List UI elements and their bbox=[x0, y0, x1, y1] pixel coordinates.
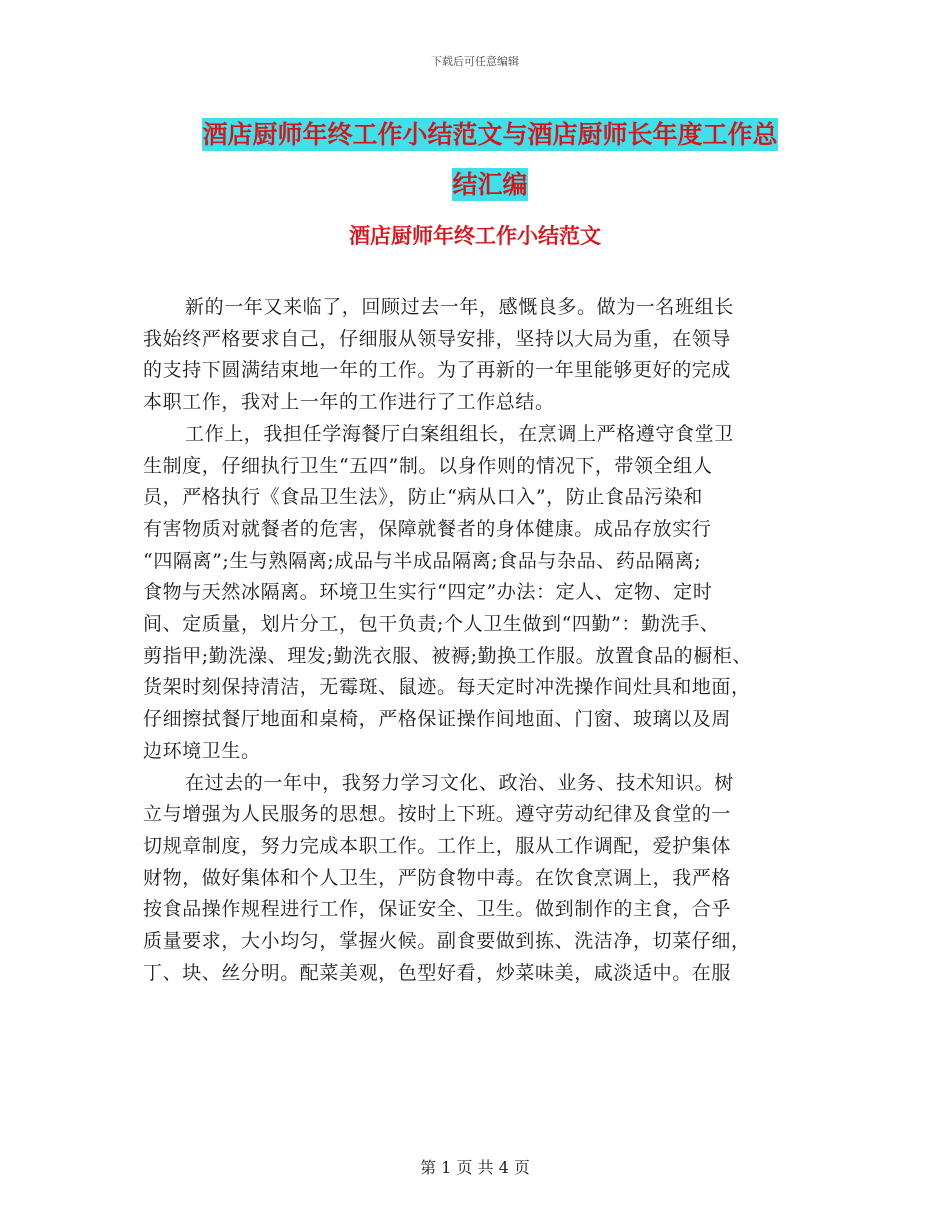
text-line: 边环境卫生。 bbox=[143, 739, 261, 762]
text-line: 我始终严格要求自己，仔细服从领导安排，坚持以大局为重，在领导 bbox=[143, 327, 732, 350]
text-line: 切规章制度，努力完成本职工作。工作上，服从工作调配，爱护集体 bbox=[143, 834, 732, 857]
paragraph-1 bbox=[143, 292, 803, 419]
text-line: 货架时刻保持清洁，无霉斑、鼠迹。每天定时冲洗操作间灶具和地面， bbox=[143, 676, 751, 699]
document-title bbox=[140, 110, 840, 210]
text-line: 工作上，我担任学海餐厅白案组组长，在烹调上严格遵守食堂卫 bbox=[185, 422, 734, 445]
text-line: 质量要求，大小均匀，掌握火候。副食要做到拣、洗洁净，切菜仔细， bbox=[143, 930, 751, 953]
text-line: 丁、块、丝分明。配菜美观，色型好看，炒菜味美，咸淡适中。在服 bbox=[143, 961, 732, 984]
text-line: 仔细擦拭餐厅地面和桌椅，严格保证操作间地面、门窗、玻璃以及周 bbox=[143, 708, 732, 731]
paragraph-3 bbox=[143, 768, 803, 990]
text-line: 员，严格执行《食品卫生法》，防止“病从口入”，防止食品污染和 bbox=[143, 486, 703, 509]
text-line: 间、定质量，划片分工，包干负责;个人卫生做到“四勤”：勤洗手、 bbox=[143, 613, 720, 636]
text-line: 财物，做好集体和个人卫生，严防食物中毒。在饮食烹调上，我严格 bbox=[143, 866, 732, 889]
text-line: 有害物质对就餐者的危害，保障就餐者的身体健康。成品存放实行 bbox=[143, 517, 712, 540]
text-line: 的支持下圆满结束地一年的工作。为了再新的一年里能够更好的完成 bbox=[143, 359, 732, 382]
text-line: 新的一年又来临了，回顾过去一年，感慨良多。做为一名班组长 bbox=[185, 296, 734, 318]
text-line: 剪指甲;勤洗澡、理发;勤洗衣服、被褥;勤换工作服。放置食品的橱柜、 bbox=[143, 644, 753, 667]
text-line: “四隔离”;生与熟隔离;成品与半成品隔离;食品与杂品、药品隔离; bbox=[143, 549, 702, 572]
text-line: 本职工作，我对上一年的工作进行了工作总结。 bbox=[143, 391, 555, 414]
text-line: 按食品操作规程进行工作，保证安全、卫生。做到制作的主食，合乎 bbox=[143, 898, 732, 921]
document-title-line-1: 酒店厨师年终工作小结范文与酒店厨师长年度工作总 bbox=[202, 120, 778, 149]
document-body bbox=[143, 292, 803, 989]
text-line: 立与增强为人民服务的思想。按时上下班。遵守劳动纪律及食堂的一 bbox=[143, 803, 732, 826]
paragraph-2 bbox=[143, 419, 803, 768]
section-title: 酒店厨师年终工作小结范文 bbox=[349, 223, 601, 248]
document-title-line-2: 结汇编 bbox=[452, 170, 528, 199]
text-line: 食物与天然冰隔离。环境卫生实行“四定”办法：定人、定物、定时 bbox=[143, 581, 713, 604]
text-line: 生制度，仔细执行卫生“五四”制。以身作则的情况下，带领全组人 bbox=[143, 454, 713, 477]
header-note: 下载后可任意编辑 bbox=[431, 55, 519, 68]
page-footer: 第 1 页 共 4 页 bbox=[420, 1158, 530, 1177]
text-line: 在过去的一年中，我努力学习文化、政治、业务、技术知识。树 bbox=[185, 771, 734, 794]
